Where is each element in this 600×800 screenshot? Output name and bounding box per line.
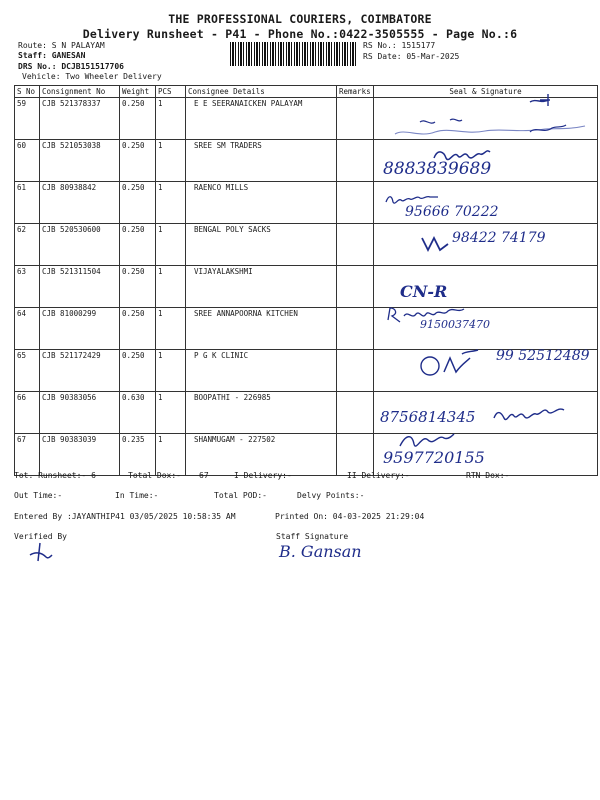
cell-weight: 0.235 [120,434,156,476]
out-time: Out Time:- [14,491,63,500]
cell-weight: 0.250 [120,350,156,392]
cell-consignment: CJB 90383039 [40,434,120,476]
total-dox-label: Total Dox:- [128,471,181,480]
cell-weight: 0.250 [120,266,156,308]
cell-weight: 0.250 [120,140,156,182]
col-sno: S No [15,86,40,98]
cell-sno: 60 [15,140,40,182]
cell-pcs: 1 [156,350,186,392]
cell-weight: 0.250 [120,308,156,350]
cell-sno: 66 [15,392,40,434]
cell-remarks [337,224,374,266]
cell-remarks [337,350,374,392]
drs-number: DRS No.: DCJB151517706 [18,62,124,71]
cell-pcs: 1 [156,98,186,140]
cell-remarks [337,308,374,350]
cell-consignee: P G K CLINIC [186,350,337,392]
cell-weight: 0.250 [120,182,156,224]
handwritten-phone: 8756814345 [380,408,476,426]
handwritten-phone: 9150037470 [420,318,490,331]
handwritten-phone: 95666 70222 [405,204,499,220]
cell-consignee: SREE SM TRADERS [186,140,337,182]
cell-remarks [337,140,374,182]
cell-weight: 0.250 [120,224,156,266]
cell-consignment: CJB 90383056 [40,392,120,434]
total-pod: Total POD:- [214,491,267,500]
cell-remarks [337,266,374,308]
handwritten-phone: 99 52512489 [496,348,590,364]
total-runsheet: Tot. Runsheet:- 6 [14,471,96,480]
vehicle: Vehicle: Two Wheeler Delivery [22,72,162,81]
col-pcs: PCS [156,86,186,98]
rs-number: RS No.: 1515177 [363,41,436,50]
cell-consignee: SHANMUGAM - 227502 [186,434,337,476]
cell-pcs: 1 [156,434,186,476]
cell-consignment: CJB 80938842 [40,182,120,224]
cell-weight: 0.630 [120,392,156,434]
i-delivery: I Delivery:- [234,471,292,480]
cell-consignee: SREE ANNAPOORNA KITCHEN [186,308,337,350]
runsheet-subtitle: Delivery Runsheet - P41 - Phone No.:0422-3505555 - Page No.:6 [82,27,518,41]
cell-pcs: 1 [156,392,186,434]
table-row [15,308,598,350]
cell-weight: 0.250 [120,98,156,140]
cell-consignee: BENGAL POLY SACKS [186,224,337,266]
cell-remarks [337,182,374,224]
cell-pcs: 1 [156,308,186,350]
handwritten-note: CN-R [400,282,448,301]
cell-consignment: CJB 81000299 [40,308,120,350]
cell-consignment: CJB 521053038 [40,140,120,182]
col-remarks: Remarks [337,86,374,98]
barcode [230,42,356,66]
cell-sno: 63 [15,266,40,308]
printed-on: Printed On: 04-03-2025 21:29:04 [275,512,425,521]
cell-sno: 67 [15,434,40,476]
cell-pcs: 1 [156,182,186,224]
cell-sno: 65 [15,350,40,392]
verified-signature [28,541,52,565]
cell-consignment: CJB 521311504 [40,266,120,308]
entered-by: Entered By :JAYANTHIP41 03/05/2025 10:58:35 AM [14,512,236,521]
stamp-scribble [380,92,595,152]
cell-remarks [337,434,374,476]
total-dox-value: 67 [199,471,209,480]
cell-sno: 62 [15,224,40,266]
cell-consignee: E E SEERANAICKEN PALAYAM [186,98,337,140]
cell-consignee: RAENCO MILLS [186,182,337,224]
signature-scribble [418,350,488,380]
cell-consignee: VIJAYALAKSHMI [186,266,337,308]
cell-consignee: BOOPATHI - 226985 [186,392,337,434]
rs-date: RS Date: 05-Mar-2025 [363,52,460,61]
delvy-points: Delvy Points:- [297,491,365,500]
table-row [15,434,598,476]
table-row [15,182,598,224]
staff-signature-label: Staff Signature [276,532,349,541]
handwritten-phone: 9597720155 [383,448,485,467]
col-seal-signature: Seal & Signature [374,86,598,98]
in-time: In Time:- [115,491,159,500]
cell-sno: 61 [15,182,40,224]
handwritten-phone: 98422 74179 [452,230,546,246]
tamil-signature [490,404,580,424]
col-consignee: Consignee Details [186,86,337,98]
ii-delivery: II Delivery:- [347,471,410,480]
cell-pcs: 1 [156,266,186,308]
handwritten-phone: 8883839689 [383,159,492,179]
rtn-dox: RTN Dox:- [466,471,510,480]
cell-consignment: CJB 521378337 [40,98,120,140]
staff: Staff: GANESAN [18,51,86,60]
company-title: THE PROFESSIONAL COURIERS, COIMBATORE [168,12,432,26]
signature-mark [420,232,450,254]
cell-pcs: 1 [156,140,186,182]
cell-consignment: CJB 521172429 [40,350,120,392]
route: Route: S N PALAYAM [18,41,105,50]
cell-remarks [337,98,374,140]
col-consignment: Consignment No [40,86,120,98]
cell-sno: 59 [15,98,40,140]
verified-by-label: Verified By [14,532,67,541]
col-weight: Weight [120,86,156,98]
staff-signature: B. Gansan [279,542,362,561]
cell-sno: 64 [15,308,40,350]
cell-pcs: 1 [156,224,186,266]
cell-remarks [337,392,374,434]
table-row [15,266,598,308]
cell-consignment: CJB 520530600 [40,224,120,266]
